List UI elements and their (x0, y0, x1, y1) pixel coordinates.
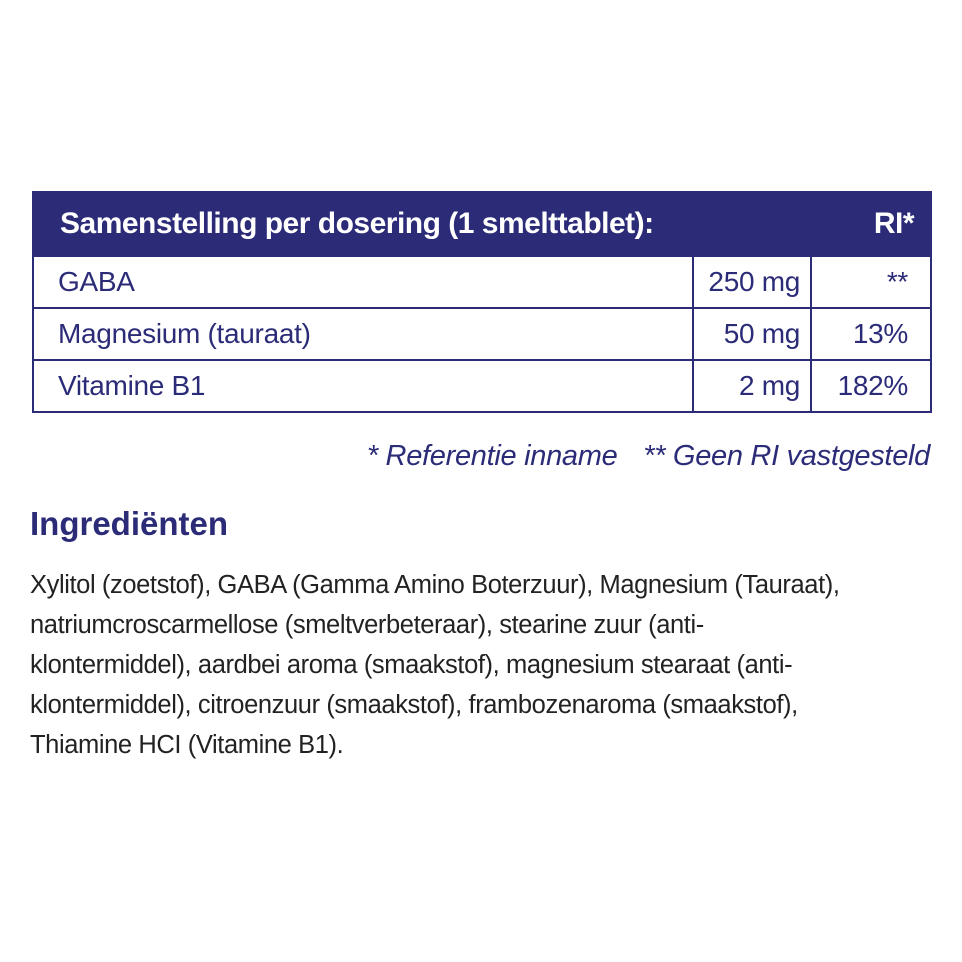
nutrient-amount: 50 mg (693, 308, 811, 360)
nutrient-amount: 250 mg (693, 256, 811, 308)
nutrient-name: Vitamine B1 (33, 360, 693, 412)
ingredients-line: klontermiddel), aardbei aroma (smaakstof), magnesium stearaat (anti- (30, 651, 793, 679)
composition-header-row (33, 192, 931, 256)
nutrient-name: Magnesium (tauraat) (33, 308, 693, 360)
ingredients-line: natriumcroscarmellose (smeltverbeteraar), stearine zuur (anti- (30, 611, 704, 639)
table-row (33, 308, 931, 360)
composition-panel (32, 191, 930, 413)
ri-footnote (367, 440, 930, 473)
table-row (33, 256, 931, 308)
nutrient-ri: ** (811, 256, 931, 308)
ingredients-line: klontermiddel), citroenzuur (smaakstof), frambozenaroma (smaakstof), (30, 691, 798, 719)
nutrient-ri: 182% (811, 360, 931, 412)
no-ri-note: ** Geen RI vastgesteld (643, 440, 930, 472)
ingredients-line: Thiamine HCI (Vitamine B1). (30, 731, 344, 759)
composition-table (32, 191, 932, 413)
ingredients-title: Ingrediënten (30, 505, 229, 542)
table-row (33, 360, 931, 412)
ri-note: * Referentie inname (366, 440, 618, 472)
nutrient-name: GABA (33, 256, 693, 308)
composition-header-label: Samenstelling per dosering (1 smelttablet): (33, 192, 811, 256)
ingredients-line: Xylitol (zoetstof), GABA (Gamma Amino Boterzuur), Magnesium (Tauraat), (30, 571, 840, 599)
composition-header-ri: RI* (811, 192, 931, 256)
nutrient-amount: 2 mg (693, 360, 811, 412)
nutrient-ri: 13% (811, 308, 931, 360)
ingredients-text (30, 565, 930, 765)
